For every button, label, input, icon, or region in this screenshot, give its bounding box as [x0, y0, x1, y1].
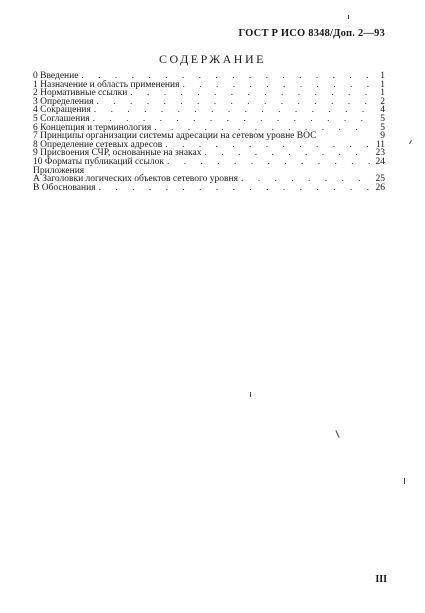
table-of-contents [33, 72, 385, 192]
toc-entry [33, 184, 385, 193]
toc-leader-dots [96, 98, 370, 107]
toc-entry [33, 158, 385, 167]
page-title: СОДЕРЖАНИЕ [159, 52, 266, 66]
toc-leader-dots [167, 158, 370, 167]
page-number: III [375, 574, 387, 585]
toc-entry-page: 5 [380, 122, 385, 133]
scan-speck [348, 15, 349, 19]
toc-entry-label: Приложения [33, 165, 85, 176]
toc-entry-label: 9 Присвоения СЧР, основанные на знаках [33, 148, 202, 159]
toc-entry-page: 23 [375, 148, 385, 159]
toc-entry-label: А Заголовки логических объектов сетевого уровня [33, 174, 238, 185]
toc-entry-label: 7 Принципы организации системы адресации на сетевом уровне ВОС [33, 131, 317, 142]
scan-speck [250, 392, 251, 397]
toc-entry-page: 4 [380, 105, 385, 116]
toc-entry-label: 5 Соглашения [33, 113, 90, 124]
scan-speck [409, 140, 412, 144]
toc-entry-page: 11 [375, 139, 385, 150]
toc-leader-dots [205, 149, 371, 158]
scan-speck [404, 478, 405, 484]
toc-entry-label: 1 Назначение и область применения [33, 79, 180, 90]
toc-entry-label: 8 Определение сетевых адресов [33, 139, 163, 150]
toc-leader-dots [99, 184, 370, 193]
toc-entry-page: 5 [380, 113, 385, 124]
toc-entry-page: 2 [380, 96, 385, 107]
toc-entry-label: 6 Концепция и терминология [33, 122, 152, 133]
toc-leader-dots [130, 89, 370, 98]
scan-speck [335, 430, 339, 438]
toc-entry-page: 1 [380, 79, 385, 90]
toc-entry-page: 9 [380, 131, 385, 142]
toc-entry-label: 4 Сокращения [33, 105, 91, 116]
toc-entry-label: В Обоснования [33, 182, 96, 193]
toc-entry-label: 3 Определения [33, 96, 94, 107]
toc-entry-label: 0 Введение [33, 71, 79, 81]
toc-entry-page: 1 [380, 88, 385, 99]
toc-entry-label: 2 Нормативные ссылки [33, 88, 128, 99]
toc-leader-dots [241, 175, 370, 184]
document-header: ГОСТ Р ИСО 8348/Доп. 2—93 [238, 28, 385, 39]
toc-leader-dots [94, 106, 370, 115]
toc-leader-dots [182, 81, 370, 90]
toc-entry-page: 1 [380, 71, 385, 81]
toc-entry-page: 24 [375, 156, 385, 167]
toc-entry-page: 25 [375, 174, 385, 185]
toc-entry-label: 10 Форматы публикаций ссылок [33, 156, 164, 167]
toc-entry-page: 26 [375, 182, 385, 193]
